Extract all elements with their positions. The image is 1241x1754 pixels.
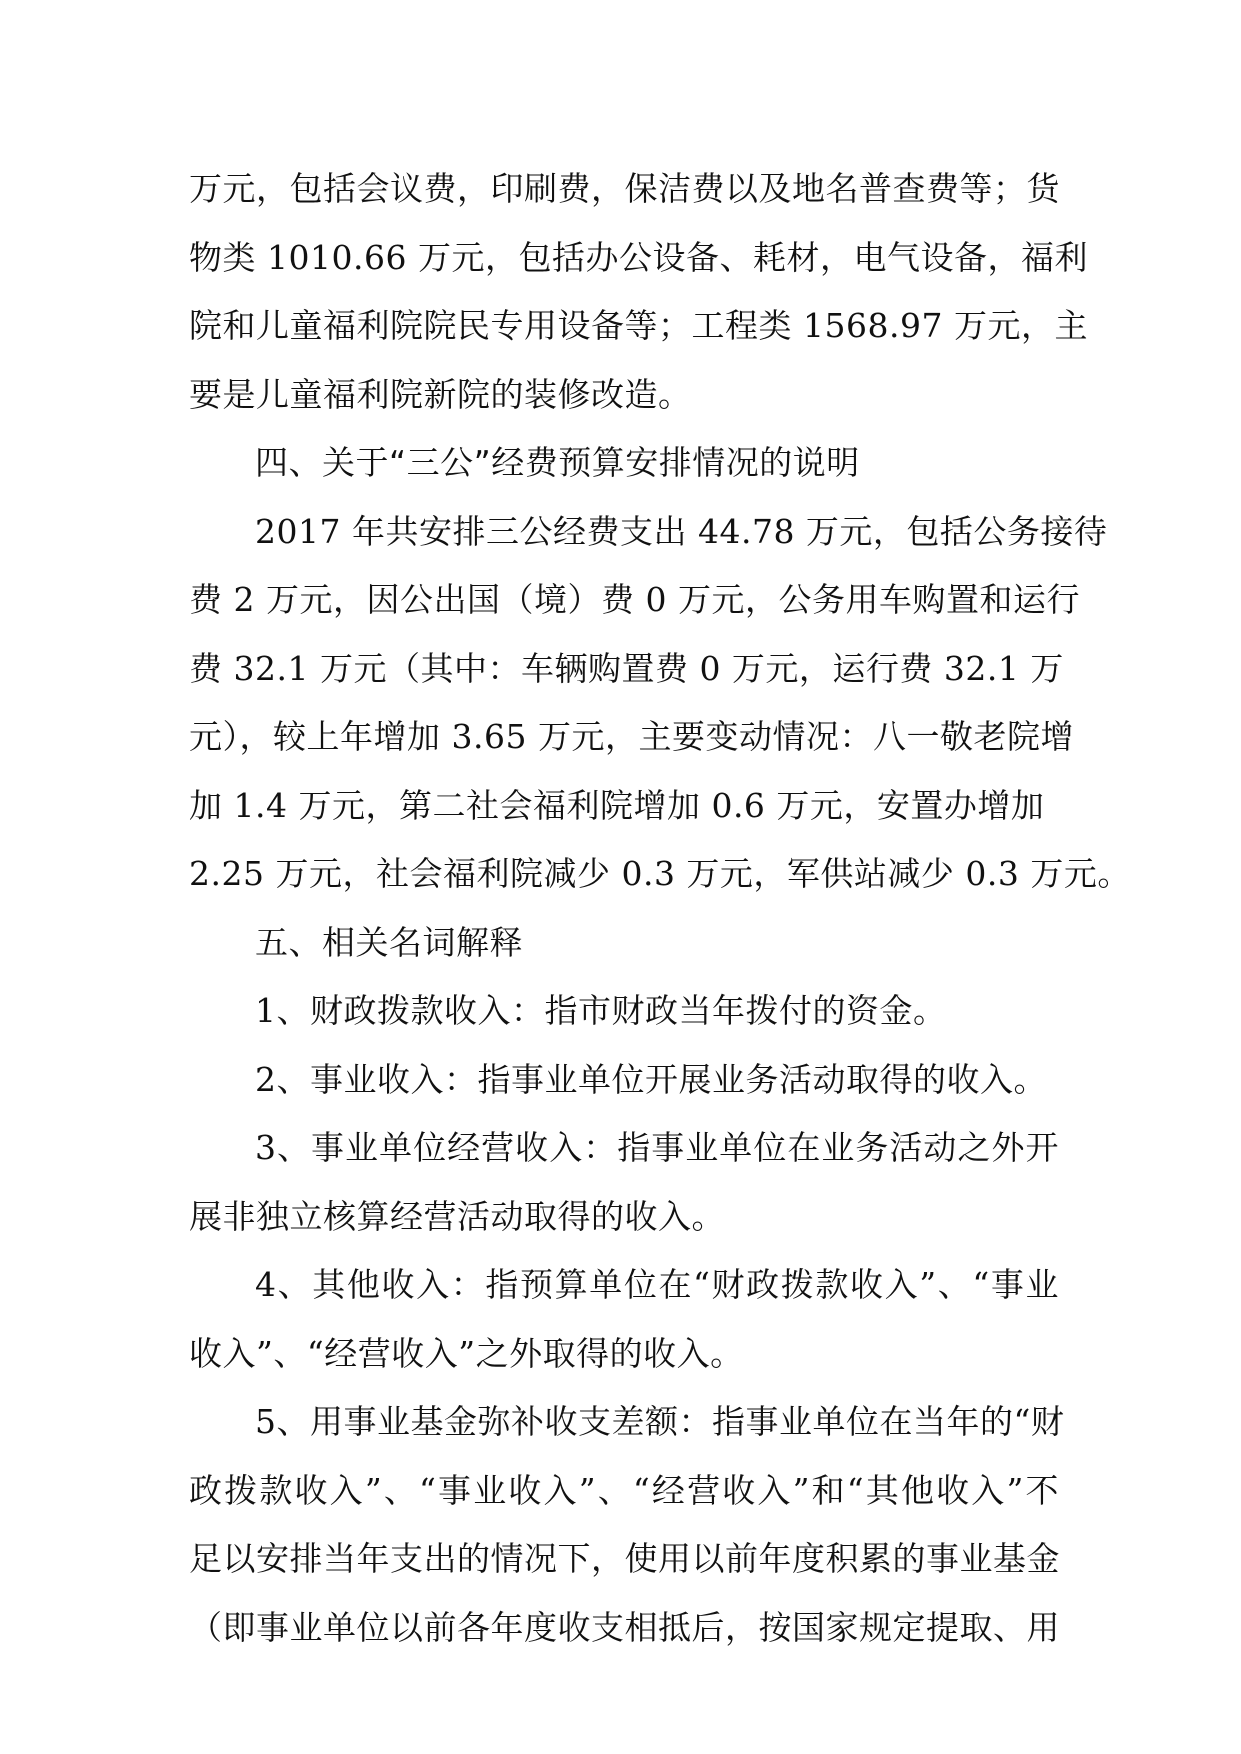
- definition-item-3: 3、事业单位经营收入：指事业单位在业务活动之外开: [255, 1128, 1059, 1167]
- paragraph-line: 院和儿童福利院院民专用设备等；工程类 1568.97 万元，主: [189, 306, 1088, 345]
- definition-item-5: 5、用事业基金弥补收支差额：指事业单位在当年的“财: [255, 1402, 1065, 1441]
- definition-item-1: 1、财政拨款收入：指市财政当年拨付的资金。: [255, 991, 947, 1030]
- definition-item-2: 2、事业收入：指事业单位开展业务活动取得的收入。: [255, 1059, 1047, 1099]
- paragraph-line: 展非独立核算经营活动取得的收入。: [189, 1196, 725, 1236]
- definition-item-4: 4、其他收入：指预算单位在“财政拨款收入”、“事业: [255, 1265, 1059, 1304]
- paragraph-line: 加 1.4 万元，第二社会福利院增加 0.6 万元，安置办增加: [189, 785, 1045, 825]
- paragraph-line: 费 2 万元，因公出国（境）费 0 万元，公务用车购置和运行: [189, 580, 1080, 619]
- paragraph-line: 收入”、“经营收入”之外取得的收入。: [189, 1333, 744, 1373]
- paragraph-line: 政拨款收入”、“事业收入”、“经营收入”和“其他收入”不: [189, 1470, 1059, 1510]
- paragraph-line: 元），较上年增加 3.65 万元，主要变动情况：八一敬老院增: [189, 717, 1074, 756]
- paragraph-line: 费 32.1 万元（其中：车辆购置费 0 万元，运行费 32.1 万: [189, 648, 1064, 688]
- paragraph-line: 2.25 万元，社会福利院减少 0.3 万元，军供站减少 0.3 万元。: [189, 854, 1131, 893]
- paragraph-line: 足以安排当年支出的情况下，使用以前年度积累的事业基金: [189, 1539, 1060, 1578]
- paragraph-line: 要是儿童福利院新院的装修改造。: [189, 374, 692, 414]
- section-heading-five: 五、相关名词解释: [255, 922, 523, 962]
- section-heading-four: 四、关于“三公”经费预算安排情况的说明: [255, 443, 860, 482]
- paragraph-line: 2017 年共安排三公经费支出 44.78 万元，包括公务接待: [255, 511, 1108, 551]
- paragraph-line: （即事业单位以前各年度收支相抵后，按国家规定提取、用: [189, 1607, 1060, 1647]
- paragraph-line: 物类 1010.66 万元，包括办公设备、耗材，电气设备，福利: [189, 237, 1088, 277]
- document-body: [189, 155, 1131, 1662]
- paragraph-line: 万元，包括会议费，印刷费，保洁费以及地名普查费等；货: [189, 169, 1060, 208]
